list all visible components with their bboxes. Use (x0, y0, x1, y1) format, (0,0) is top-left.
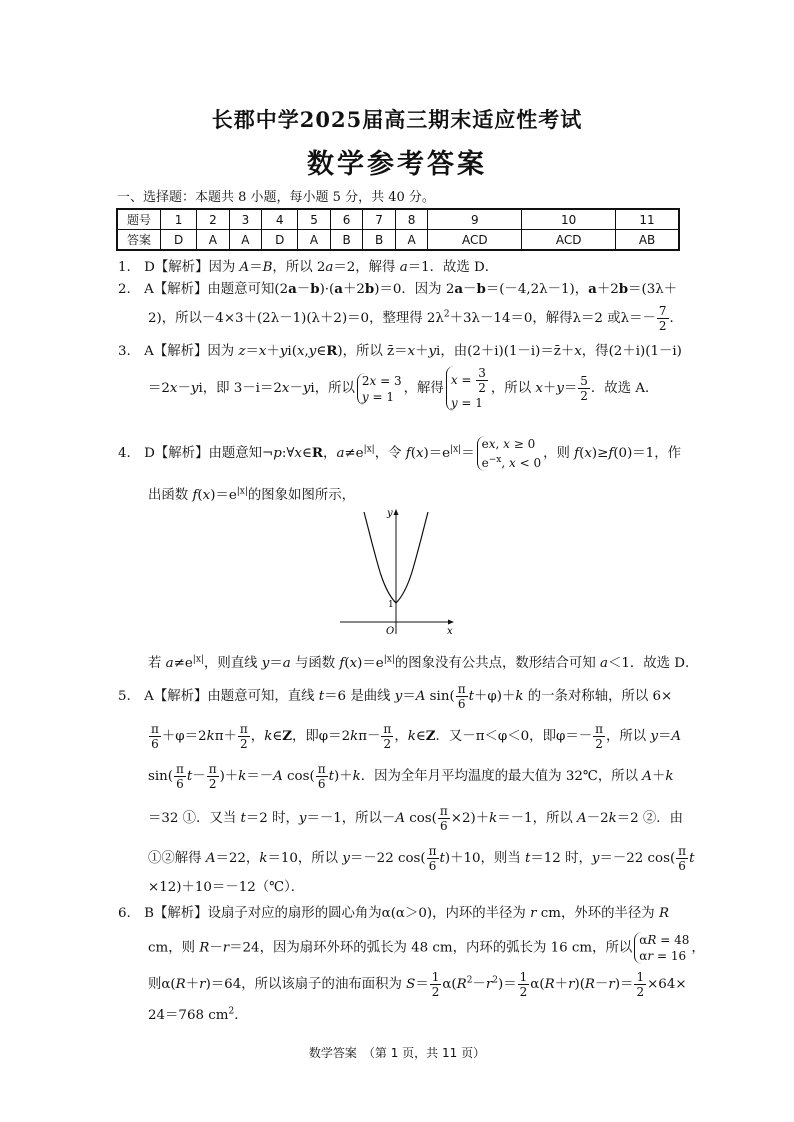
row-label: 答案 (117, 230, 161, 251)
table-cell: ACD (428, 230, 522, 251)
solution-5-cont1: $\frac{\pi}{6}$ ＋φ＝2kπ＋ $\frac{\pi}{2}$ ，k∈Z，即φ＝2kπ－ $\frac{\pi}{2}$ ，k∈Z．又－π＜φ＜0，即φ＝－ $\frac{\pi}{2}$ ，所以 y＝A (151, 722, 682, 751)
curve-left (364, 512, 396, 603)
table-cell: 5 (298, 209, 331, 230)
solution-1: 1. D【解析】因为 A＝B，所以 2a＝2，解得 a＝1．故选 D． (118, 260, 499, 275)
solution-5-end: ×12)＋10＝－12（℃）． (148, 880, 305, 895)
table-cell: 7 (363, 209, 396, 230)
x-axis-arrow (448, 620, 454, 625)
solution-5-cont4: ①②解得 A＝22，k＝10，所以 y＝－22 cos( $\frac{\pi}{6}$ t)＋10，则当 t＝12 时，y＝－22 cos( $\frac{\pi}{6}$ t (148, 844, 695, 873)
origin-label: O (386, 626, 395, 636)
exam-title: 长郡中学2025届高三期末适应性考试 (211, 107, 583, 132)
table-cell: B (363, 230, 396, 251)
table-cell: 3 (229, 209, 262, 230)
solution-6-cont2: 则α(R＋r)＝64，所以该扇子的油布面积为 S＝ $\frac{1}{2}$ $\alpha(R^2-r^2)=$ $\frac{1}{2}$ α(R＋r)(R－r)＝ $\frac{1}{2}$ ×64× (148, 970, 687, 999)
table-cell: D (262, 230, 298, 251)
solution-2: 2. A【解析】由题意可知(2a－b)·(a＋2b)＝0．因为 2a－b＝(－4,2λ－1)，a＋2b＝(3λ＋ (118, 281, 678, 297)
row-label: 题号 (117, 209, 161, 230)
solution-3: 3. A【解析】因为 z＝x＋yi(x,y∈R)，所以 z̄＝x＋yi，由(2＋i)(1－i)＝z̄＋x，得(2＋i)(1－i) (118, 343, 682, 359)
one-label: 1 (388, 600, 394, 610)
table-cell: 8 (395, 209, 428, 230)
x-label: x (447, 626, 453, 636)
y-axis-arrow (394, 509, 399, 515)
solution-4-cont: 出函数 $f(x)=e^{|x|}$的图象如图所示， (148, 486, 356, 503)
table-cell: 10 (522, 209, 616, 230)
solution-5: 5. A【解析】由题意可知，直线 t＝6 是曲线 y＝A sin( $\frac{\pi}{6}$ t＋φ)＋k 的一条对称轴，所以 6× (118, 682, 673, 711)
solution-6: 6. B【解析】设扇子对应的扇形的圆心角为α(α＞0)，内环的半径为 r cm，外环的半径为 R (118, 906, 670, 921)
solution-4: 4. D【解析】由题意知¬p:∀x∈R，$a\ne e^{|x|}$，令 $f(x)=e^{|x|}=ex$, x ≥ 0 $e^{-x}$, x < 0，则 f(x)≥f(0)＝1，作 (118, 437, 681, 470)
table-cell: ACD (522, 230, 616, 251)
table-cell: 6 (330, 209, 363, 230)
table-row (117, 209, 679, 230)
table-cell: D (161, 230, 197, 251)
table-cell: 11 (616, 209, 679, 230)
function-graph (336, 506, 462, 636)
solution-6-end: 24＝768 $cm^2$． (148, 1006, 248, 1023)
solution-3-cont: ＝2x－yi，即 3－i＝2x－yi，所以2x = 3 y = 1，解得x = $\frac{3}{2}$ y = 1，所以 x＋y＝ $\frac{5}{2}$ ．故选 A． (148, 366, 659, 410)
solution-5-cont2: sin( $\frac{\pi}{6}$ t－ $\frac{\pi}{2}$ )＋k＝－A cos( $\frac{\pi}{6}$ t)＋k．因为全年月平均温度的最大值为 32℃，所以 A＋k (148, 762, 674, 791)
section-heading: 一、选择题：本题共 8 小题，每小题 5 分，共 40 分。 (117, 190, 435, 205)
table-cell: 2 (197, 209, 230, 230)
table-cell: 4 (262, 209, 298, 230)
solution-5-cont3: ＝32 ①．又当 t＝2 时，y＝－1，所以－A cos( $\frac{\pi}{6}$ ×2)＋k＝－1，所以 A－2k＝2 ②．由 (148, 804, 684, 833)
table-cell: A (298, 230, 331, 251)
table-cell: 9 (428, 209, 522, 230)
table-cell: 1 (161, 209, 197, 230)
solution-4-end: 若 $a\ne e^{|x|}$，则直线 y＝a 与函数 $f(x)=e^{|x|}$的图象没有公共点，数形结合可知 a＜1．故选 D． (148, 654, 699, 671)
table-cell: A (229, 230, 262, 251)
table-row (117, 230, 679, 251)
table-cell: B (330, 230, 363, 251)
page-footer: 数学答案 （第 1 页，共 11 页） (308, 1046, 486, 1060)
y-label: y (387, 508, 393, 519)
answer-table (116, 208, 680, 251)
table-cell: AB (616, 230, 679, 251)
curve-right (396, 512, 428, 603)
answer-title: 数学参考答案 (307, 149, 487, 180)
solution-6-cont1: cm，则 R－r＝24，因为扇环外环的弧长为 48 cm，内环的弧长为 16 cm，所以αR = 48 αr = 16， (148, 933, 705, 963)
table-cell: A (197, 230, 230, 251)
solution-2-cont: 2)，所以－4×3＋(2λ－1)(λ＋2)＝0，整理得 $2\lambda^2+3\lambda-14=0$，解得λ＝2 或λ＝－ $\frac{7}{2}$ ． (148, 304, 683, 333)
table-cell: A (395, 230, 428, 251)
